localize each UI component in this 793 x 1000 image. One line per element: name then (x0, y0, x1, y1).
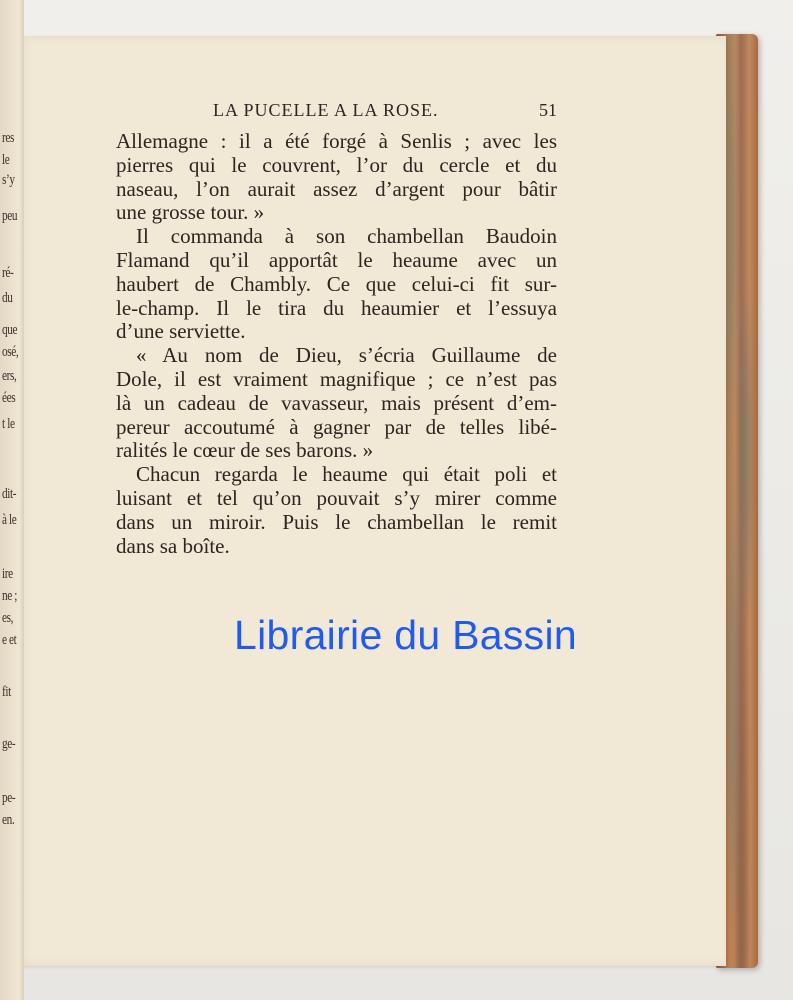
left-page-fragment: ge- (2, 736, 16, 752)
text-line: dans sa boîte. (116, 533, 230, 558)
text-line: Il commanda à son chambellan Baudoin (136, 224, 557, 249)
left-page-fragment: res (2, 130, 14, 146)
left-page-fragment: t le (2, 416, 15, 432)
left-page-fragment: e et (2, 632, 17, 648)
text-line: une grosse tour. » (116, 200, 265, 225)
text-line: Chacun regarda le heaume qui était poli et (136, 462, 557, 487)
text-line: Dole, il est vraiment magnifique ; ce n’est pas (116, 366, 557, 391)
text-line: le-champ. Il le tira du heaumier et l’essuya (116, 295, 557, 320)
left-page-fragment: osé, (2, 344, 19, 360)
left-page-fragment: fit (2, 684, 11, 700)
previous-page-sliver (0, 0, 24, 1000)
watermark: Librairie du Bassin (234, 612, 577, 658)
text-line: pereur accoutumé à gagner par de telles libé- (116, 414, 557, 439)
text-line: luisant et tel qu’on pouvait s’y mirer comme (116, 485, 557, 510)
left-page-fragment: ne ; (2, 588, 18, 604)
text-line: ralités le cœur de ses barons. » (116, 438, 374, 463)
text-line: d’une serviette. (116, 319, 246, 344)
text-line: haubert de Chambly. Ce que celui-ci fit sur- (116, 271, 557, 296)
text-line: pierres qui le couvrent, l’or du cercle et du (116, 152, 557, 177)
left-page-fragment: à le (2, 512, 17, 528)
page-number: 51 (539, 100, 557, 120)
left-page-fragment: en. (2, 812, 15, 828)
body-text (116, 130, 557, 558)
left-page-fragment: ers, (2, 368, 17, 384)
left-page-fragment: ire (2, 566, 13, 582)
left-page-fragment: pe- (2, 790, 16, 806)
left-page-fragment: s’y (2, 172, 15, 188)
left-page-fragment: du (2, 290, 13, 306)
left-page-fragment: que (2, 322, 18, 338)
text-line: Flamand qu’il apportât le heaume avec un (116, 247, 557, 272)
running-head: LA PUCELLE A LA ROSE. (213, 100, 439, 120)
left-page-fragment: ré- (2, 265, 14, 281)
text-line: là un cadeau de vavasseur, mais présent d’em- (116, 390, 557, 415)
left-page-fragment: peu (2, 208, 18, 224)
text-line: dans un miroir. Puis le chambellan le remit (116, 509, 557, 534)
left-page-fragment: dit- (2, 486, 17, 502)
left-page-fragment: es, (2, 610, 14, 626)
left-page-fragment: le (2, 152, 10, 168)
text-line: Allemagne : il a été forgé à Senlis ; avec les (116, 129, 557, 153)
text-line: naseau, l’on aurait assez d’argent pour bâtir (116, 176, 557, 201)
left-page-fragment: ées (2, 390, 16, 406)
text-line: « Au nom de Dieu, s’écria Guillaume de (136, 343, 557, 368)
